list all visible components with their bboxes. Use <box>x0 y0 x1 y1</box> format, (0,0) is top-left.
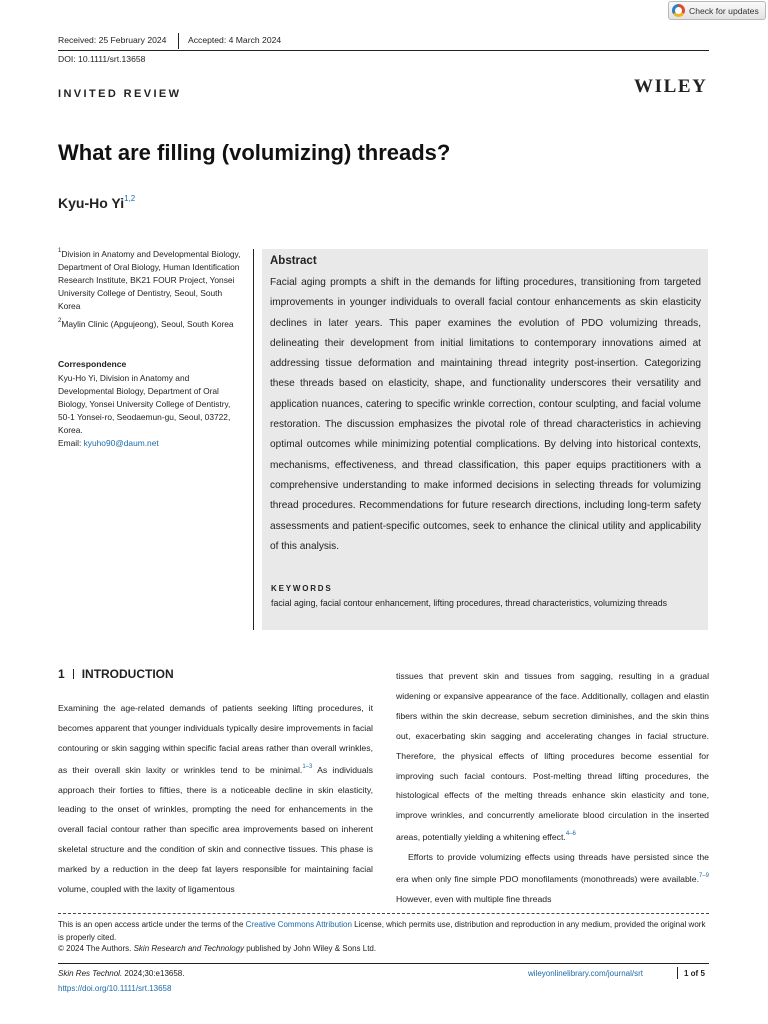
paragraph <box>396 848 709 910</box>
body-column-right <box>396 667 709 910</box>
affiliation-2 <box>58 316 244 331</box>
page-number-divider <box>677 967 678 979</box>
check-for-updates-label: Check for updates <box>689 5 759 16</box>
correspondence-body <box>58 372 244 450</box>
section-heading-introduction <box>58 667 174 681</box>
copyright-text: © 2024 The Authors. <box>58 944 134 953</box>
copyright-text: published by John Wiley & Sons Ltd. <box>244 944 377 953</box>
author-name <box>58 195 135 211</box>
doi-header: DOI: 10.1111/srt.13658 <box>58 54 146 64</box>
author-affiliation-marks[interactable]: 1,2 <box>124 194 136 204</box>
accepted-date: Accepted: 4 March 2024 <box>188 35 282 45</box>
publisher-logo: WILEY <box>634 76 708 97</box>
affiliation-1 <box>58 246 244 313</box>
citation-link[interactable]: 4–6 <box>565 831 576 838</box>
email-label: Email: <box>58 438 82 448</box>
header-rule <box>58 50 709 51</box>
header-divider <box>178 33 179 49</box>
email-link[interactable]: kyuho90@daum.net <box>83 438 159 448</box>
citation-link[interactable]: 1–3 <box>302 763 313 770</box>
affiliation-mark: 2 <box>58 318 62 324</box>
journal-volume: 2024;30:e13658. <box>122 969 185 978</box>
correspondence-heading: Correspondence <box>58 359 127 369</box>
affiliation-text: Division in Anatomy and Developmental Biology, Department of Oral Biology, Human Identification Research Institute, BK21 FOUR Project, Yonsei University College of Dentistry, Seoul, South Korea <box>58 248 241 311</box>
article-title: What are filling (volumizing) threads? <box>58 140 451 165</box>
affiliation-mark: 1 <box>58 248 62 254</box>
citation-link[interactable]: 7–9 <box>698 872 709 879</box>
license-text: License, which permits use, distribution and reproduction in any medium, provided the original work is properly cited. <box>58 920 706 942</box>
license-note <box>58 918 709 944</box>
doi-link[interactable]: https://doi.org/10.1111/srt.13658 <box>58 984 172 993</box>
keywords-text: facial aging, facial contour enhancement, lifting procedures, thread characteristics, volumizing threads <box>271 598 668 608</box>
crossmark-icon <box>672 4 685 17</box>
abstract-text: Facial aging prompts a shift in the demands for lifting procedures, transitioning from targeted improvements in younger individuals to overall facial contour enhancements as skin elasticity declines in later years. This paper examines the evolution of PDO volumizing threads, delineating their development from initial limitations to contemporary innovations aimed at addressing tissue deformation and maintaining thread integrity post-insertion. Categorizing these threads based on elasticity, shape, and functionality underscores their versatility and application nuances, catering to specific wrinkle correction, contour sculpting, and facial volume restoration. The discussion emphasizes the pivotal role of thread characteristics in achieving optimal outcomes while minimizing potential complications. By delving into historical contexts, mechanisms, effectiveness, and thread classification, this paper equips practitioners with a comprehensive understanding to make informed decisions in selecting threads for volumizing thread procedures. Recommendations for future research directions, including long-term safety assessments and patient-specific outcomes, seek to enhance the clinical utility and applicability of this analysis. <box>270 277 701 552</box>
copyright-journal: Skin Research and Technology <box>133 944 245 953</box>
section-title: INTRODUCTION <box>81 667 174 681</box>
article-type-label: INVITED REVIEW <box>58 88 182 100</box>
section-heading-divider <box>73 669 74 679</box>
keywords-heading: KEYWORDS <box>271 584 333 593</box>
footnote-divider <box>58 913 709 914</box>
paragraph-text: However, even with multiple fine threads <box>396 893 552 904</box>
received-date: Received: 25 February 2024 <box>58 35 167 45</box>
body-column-left <box>58 699 373 900</box>
check-for-updates-button[interactable] <box>668 1 766 20</box>
journal-url-link[interactable]: wileyonlinelibrary.com/journal/srt <box>528 969 644 978</box>
author-name-text: Kyu-Ho Yi <box>58 195 125 211</box>
paragraph-text: Efforts to provide volumizing effects using threads have persisted since the era when only fine simple PDO monofilaments (monothreads) were available. <box>396 852 709 884</box>
footer-rule <box>58 963 709 964</box>
paragraph-text: As individuals approach their forties to fifties, there is a noticeable decline in skin elasticity, leading to the onset of wrinkles, prompting the need for enhancements in the overall facial contour rather than specific area improvements based on inherent skeletal structure and the condition of skin and connective tissues. This phase is marked by a reduction in the deep fat layers responsible for maintaining facial volume, coupled with the laxity of ligamentous <box>58 764 373 895</box>
section-number: 1 <box>58 667 65 681</box>
creative-commons-link[interactable]: Creative Commons Attribution <box>245 920 352 929</box>
paragraph-text: Examining the age-related demands of patients seeking lifting procedures, it becomes apparent that younger individuals typically desire improvements in facial contouring or skin sagging within specific facial areas rather than overall wrinkles, as their overall skin laxity or wrinkles tend to be minimal. <box>58 703 373 775</box>
license-text: This is an open access article under the terms of the <box>58 920 246 929</box>
abstract-heading: Abstract <box>270 255 317 267</box>
affiliation-text: Maylin Clinic (Apgujeong), Seoul, South Korea <box>61 318 234 329</box>
copyright-note <box>58 944 376 953</box>
paragraph-text: tissues that prevent skin and tissues from sagging, resulting in a gradual widening or expansive appearance of the face. Additionally, collagen and elastin fibers within the skin decrease, sebum secretion diminishes, and the skin thins out, exacerbating skin sagging and accelerating changes in facial structure. Therefore, the physical effects of lifting procedures become essential for improving such facial contours. Post-melting thread lifting procedures, the histological effects of the melting threads enhance skin elasticity and tone, improve wrinkles, and concurrently ameliorate blood circulation in the inserted areas, potentially yielding a whitening effect. <box>396 671 709 843</box>
page-number: 1 of 5 <box>684 969 705 978</box>
journal-abbrev: Skin Res Technol. <box>58 969 123 978</box>
journal-citation <box>58 969 184 978</box>
correspondence-address: Kyu-Ho Yi, Division in Anatomy and Developmental Biology, Department of Oral Biology, Yonsei University College of Dentistry, 50-1 Yonsei-ro, Seodaemun-gu, Seoul, 03722, Korea. <box>58 373 231 435</box>
paragraph <box>396 667 709 848</box>
abstract-divider <box>253 249 254 630</box>
